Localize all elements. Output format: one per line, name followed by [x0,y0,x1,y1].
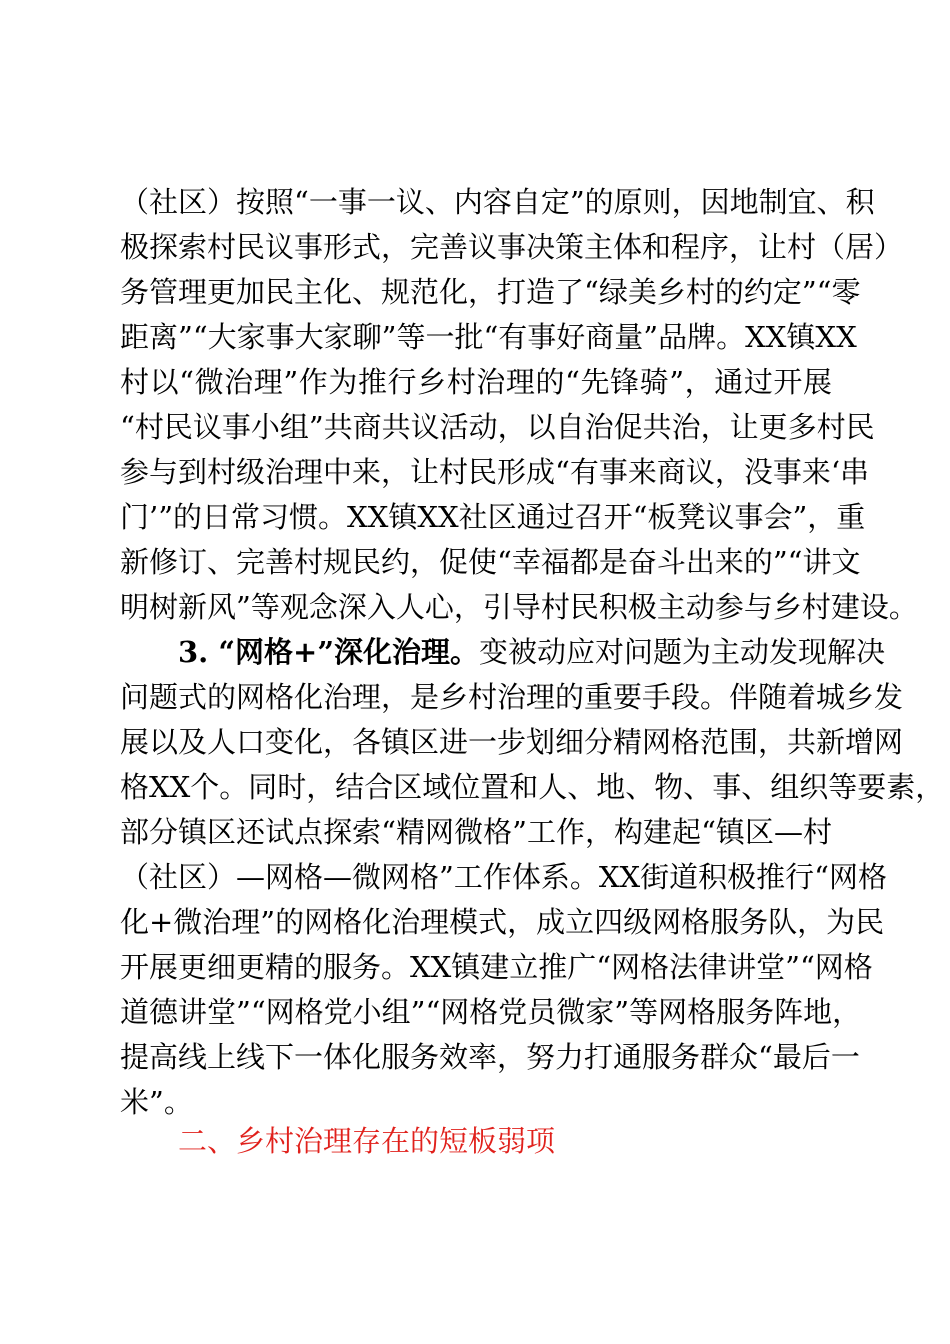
paragraph-line: 化+微治理”的网格化治理模式，成立四级网格服务队，为民 [120,905,885,939]
paragraph-line: 格XX个。同时，结合区域位置和人、地、物、事、组织等要素， [120,770,945,804]
paragraph-line: 极探索村民议事形式，完善议事决策主体和程序，让村（居） [120,230,904,264]
paragraph-line: （社区）—网格—微网格”工作体系。XX街道积极推行“网格 [120,860,887,894]
paragraph-line: 务管理更加民主化、规范化，打造了“绿美乡村的约定”“零 [120,275,861,309]
paragraph-line: “村民议事小组”共商共议活动，以自治促共治，让更多村民 [120,410,875,444]
paragraph-line: 距离”“大家事大家聊”等一批“有事好商量”品牌。XX镇XX [120,320,857,354]
paragraph-line: （社区）按照“一事一议、内容自定”的原则，因地制宜、积 [120,185,875,219]
paragraph-line: 展以及人口变化，各镇区进一步划细分精网格范围，共新增网 [120,725,904,759]
paragraph-line: 部分镇区还试点探索“精网微格”工作，构建起“镇区—村 [120,815,832,849]
paragraph-line: 提高线上线下一体化服务效率，努力打通服务群众“最后一 [120,1040,860,1074]
paragraph-line: 道德讲堂”“网格党小组”“网格党员微家”等网格服务阵地， [120,995,862,1029]
paragraph-line: 新修订、完善村规民约，促使“幸福都是奋斗出来的”“讲文 [120,545,861,579]
section-heading: 二、乡村治理存在的短板弱项 [178,1124,556,1158]
paragraph-lead-title: 3. “网格+”深化治理。 [178,635,480,669]
paragraph-lead-text: 变被动应对问题为主动发现解决 [479,635,886,669]
paragraph-first-line [178,630,886,674]
paragraph-line: 村以“微治理”作为推行乡村治理的“先锋骑”，通过开展 [120,365,832,399]
paragraph-line: 开展更细更精的服务。XX镇建立推广“网格法律讲堂”“网格 [120,950,873,984]
paragraph-line: 明树新风”等观念深入人心，引导村民积极主动参与乡村建设。 [120,590,918,624]
paragraph-line: 参与到村级治理中来，让村民形成“有事来商议，没事来‘串 [120,455,870,489]
paragraph-line: 米”。 [120,1085,193,1119]
paragraph-line: 问题式的网格化治理，是乡村治理的重要手段。伴随着城乡发 [120,680,904,714]
paragraph-line: 门’”的日常习惯。XX镇XX社区通过召开“板凳议事会”，重 [120,500,866,534]
